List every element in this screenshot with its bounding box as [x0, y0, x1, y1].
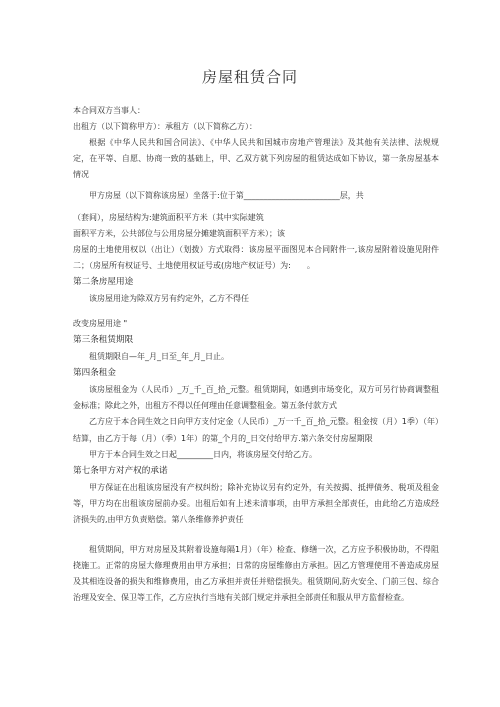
parties-heading: 本合同双方当事人：: [73, 106, 145, 115]
document-title: 房屋租赁合同: [201, 68, 298, 86]
article4-heading: 第四条租金: [73, 368, 116, 379]
article4-text: 该房屋租金为（人民币）_万_千_百_拾_元整。租赁期间，如遇到市场变化，双方可另行协商调整租金标准；除此之外，出租方不得以任何理由任意调整租金。第五条付款方式: [73, 385, 439, 411]
article1-location: 甲方房屋（以下简称该房屋）坐落于:位于第________________________层，共: [89, 191, 364, 201]
article3-heading: 第三条租赁期限: [73, 335, 134, 346]
preamble-paragraph: 根据《中华人民共和国合同法》、《中华人民共和国城市房地产管理法》及其他有关法律、法规规定，在平等、自愿、协商一致的基础上，甲、乙双方就下列房屋的租赁达成如下协议，第一条房屋基本情况: [73, 138, 439, 180]
article6-text: 甲方于本合同生效之日起_________日内，将该房屋交付给乙方。: [89, 449, 317, 459]
article5-text: 乙方应于本合同生效之日向甲方支付定金（人民币）_万一千_百_拾_元整。租金按（月）1季）（年）结算，由乙方于每（月）（季）1年）的第_个月的_日交付给甲方.第六条交付房屋期限: [73, 417, 439, 443]
article1-structure: （套间），房屋结构为:建筑面积平方米（其中实际建筑: [73, 212, 264, 222]
document-body: [73, 103, 439, 606]
article8-text: 租赁期间，甲方对房屋及其附着设施每隔1月）（年）检查、修缮一次，乙方应予积极协助，不得阻挠施工。正常的房屋大修理费用由甲方承担；日常的房屋维修由方承担。因乙方管理使用不善造成房屋及其相连设备的损失和维修费用，由乙方承担并责任并赔偿损失。租赁期间,防火安全、门前三包、综合治理及安全、保卫等工作，乙方应执行当地有关部门规定并承担全部责任和服从甲方监督检查。: [73, 544, 439, 603]
article1-land-rights: 房屋的土地使用权以（出让）（划拨）方式取得：该房屋平面图见本合同附件一,该房屋附着设施见附件二；（房屋所有权证号、土地使用权证号或(房地产权证号）为: 。: [73, 244, 439, 270]
article3-text: 租赁期限自—年_月_日至_年_月_日止。: [89, 352, 229, 362]
article1-area: 面积平方米，公共部位与公用房屋分摊建筑面积平方米）；该: [73, 228, 285, 238]
article2-heading: 第二条房屋用途: [73, 276, 134, 287]
parties-line: 出租方（以下简称甲方）：承租方（以下简称乙方）：: [73, 122, 257, 132]
article7-heading: 第七条甲方对产权的承诺: [73, 465, 168, 476]
article7-text: 甲方保证在出租该房屋没有产权纠纷；除补充协议另有约定外，有关按揭、抵押债务、税项及租金等，甲方均在出租该房屋前办妥。出租后如有上述未清事项，由甲方承担全部责任，由此给乙方造成经济损失的,由甲方负责赔偿。第八条维修养护责任: [73, 482, 439, 524]
article2-text: 该房屋用途为除双方另有约定外，乙方不得任: [89, 293, 249, 303]
article2-text-continued: 改变房屋用途 ": [73, 319, 128, 329]
